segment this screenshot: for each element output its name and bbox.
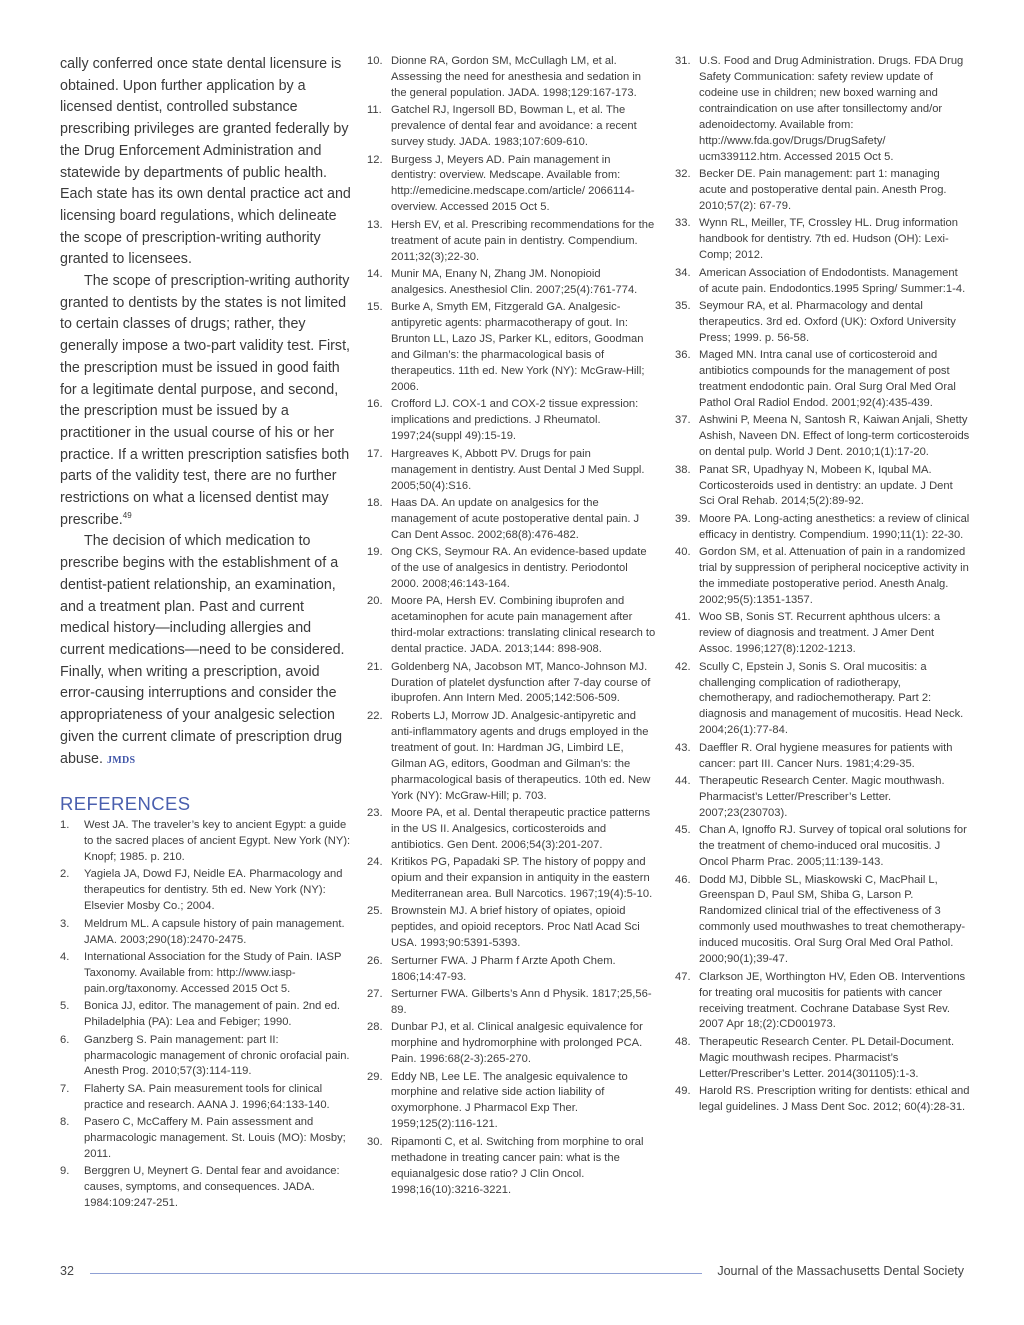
reference-item	[675, 610, 970, 658]
reference-item	[60, 1082, 352, 1114]
reference-item	[675, 545, 970, 609]
reference-number: 11.	[367, 104, 382, 117]
reference-text: Clarkson JE, Worthington HV, Eden OB. Interventions for treating oral mucositis for patients with cancer receiving treatment. Cochrane Database Syst Rev. 2007 Apr 18;(2):CD001973.	[699, 970, 966, 1031]
reference-text: Flaherty SA. Pain measurement tools for clinical practice and research. AANA J. 1996;64:133-140.	[84, 1082, 330, 1111]
reference-number: 28.	[367, 1021, 383, 1034]
right-column	[675, 54, 970, 1117]
reference-number: 6.	[60, 1033, 70, 1046]
reference-text: Brownstein MJ. A brief history of opiates, opioid peptides, and opioid receptors. Proc Natl Acad Sci USA. 1993;90:5391-5393.	[391, 905, 640, 950]
reference-number: 5.	[60, 1000, 70, 1013]
page-footer	[60, 1264, 964, 1282]
page-number: 32	[60, 1264, 74, 1278]
reference-text: Harold RS. Prescription writing for dentists: ethical and legal guidelines. J Mass Dent Soc. 2012; 60(4):28-31.	[699, 1085, 970, 1114]
reference-number: 34.	[675, 266, 691, 279]
reference-text: Hargreaves K, Abbott PV. Drugs for pain management in dentistry. Aust Dental J Med Suppl. 2005;50(4):S16.	[391, 447, 645, 492]
citation-49[interactable]: 49	[122, 511, 132, 520]
reference-text: Burke A, Smyth EM, Fitzgerald GA. Analgesic-antipyretic agents: pharmacotherapy of gout. In: Brunton LL, Lazo JS, Parker KL, editors, Goodman and Gilman’s: the pharmacological basis of therapeutics. 11th ed. New York (NY): McGraw-Hill; 2006.	[391, 301, 645, 394]
reference-text: Therapeutic Research Center. PL Detail-Document. Magic mouthwash recipes. Pharmacist’s Letter/Prescriber’s Letter. 2014(301105):1-3.	[699, 1035, 955, 1080]
reference-number: 2.	[60, 868, 70, 881]
reference-number: 23.	[367, 806, 383, 819]
reference-text: Ripamonti C, et al. Switching from morphine to oral methadone in treating cancer pain: what is the equianalgesic dose ratio? J Clin Oncol. 1998;16(10):3216-3221.	[391, 1135, 644, 1196]
reference-number: 19.	[367, 546, 383, 559]
reference-item	[675, 1084, 970, 1116]
reference-item	[60, 917, 352, 949]
reference-item	[367, 1135, 657, 1199]
reference-text: Dodd MJ, Dibble SL, Miaskowski C, MacPhail L, Greenspan D, Paul SM, Shiba G, Larson P. Randomized clinical trial of the effectiveness of 3 commonly used mouthwashes to treat chemotherapy-induced mucositis. Oral Surg Oral Med Oral Pathol. 2000;90(1);39-47.	[699, 873, 966, 966]
reference-item	[367, 709, 657, 805]
reference-text: Berggren U, Meynert G. Dental fear and avoidance: causes, symptoms, and consequences. JADA. 1984:109:247-251.	[84, 1165, 340, 1210]
reference-number: 16.	[367, 398, 383, 411]
reference-number: 10.	[367, 55, 383, 67]
body-paragraph-1: cally conferred once state dental licensure is obtained. Upon further application by a licensed dentist, controlled substance prescribing privileges are granted federally by the Drug Enforcement Administration and statewide by departments of public health. Each state has its own dental practice act and licensing board regulations, which delineate the scope of prescription-writing authority granted to licensees.	[60, 56, 351, 268]
middle-column	[367, 54, 657, 1200]
reference-number: 4.	[60, 951, 70, 963]
reference-item	[367, 987, 657, 1019]
reference-item	[367, 397, 657, 445]
reference-item	[675, 216, 970, 264]
reference-number: 35.	[675, 299, 691, 312]
reference-number: 9.	[60, 1165, 70, 1178]
reference-item	[675, 413, 970, 461]
reference-number: 3.	[60, 917, 70, 930]
reference-text: Gatchel RJ, Ingersoll BD, Bowman L, et al. The prevalence of dental fear and avoidance: a recent survey study. JADA. 1983;107:609-610.	[391, 104, 637, 149]
reference-item	[367, 904, 657, 952]
reference-item	[367, 153, 657, 217]
reference-item	[60, 1115, 352, 1163]
reference-number: 15.	[367, 301, 383, 314]
reference-text: Moore PA, Hersh EV. Combining ibuprofen and acetaminophen for acute pain management after third-molar extractions: translating clinical research to dental practice. JADA. 2013;144: 898-908.	[391, 595, 656, 656]
reference-item	[675, 970, 970, 1034]
reference-number: 48.	[675, 1035, 691, 1048]
reference-text: Serturner FWA. Gilberts’s Ann d Physik. 1817;25,56-89.	[391, 987, 652, 1016]
reference-item	[367, 855, 657, 903]
reference-number: 30.	[367, 1135, 383, 1148]
reference-number: 44.	[675, 775, 691, 788]
reference-item	[675, 741, 970, 773]
reference-item	[60, 1164, 352, 1212]
reference-text: International Association for the Study of Pain. IASP Taxonomy. Available from: http://www.iasp-pain.org/taxonomy. Accessed 2015 Oct 5.	[84, 951, 342, 995]
references-heading: REFERENCES	[60, 793, 191, 815]
reference-number: 29.	[367, 1070, 383, 1083]
reference-number: 7.	[60, 1082, 70, 1095]
reference-text: Roberts LJ, Morrow JD. Analgesic-antipyretic and anti-inflammatory agents and drugs employed in the treatment of gout. In: Hardman JG, Limbird LE, Gilman AG, editors, Goodman and Gilman’s: the pharmacological basis of therapeutics. 10th ed. New York (NY): McGraw-Hill; p. 703.	[391, 709, 651, 802]
reference-item	[367, 300, 657, 396]
reference-number: 20.	[367, 595, 383, 608]
reference-number: 1.	[60, 819, 70, 832]
reference-item	[367, 218, 657, 266]
reference-text: Pasero C, McCaffery M. Pain assessment and pharmacologic management. St. Louis (MO): Mosby; 2011.	[84, 1116, 346, 1160]
reference-text: Moore PA. Long-acting anesthetics: a review of clinical efficacy in dentistry. Compendium. 1990;11(1): 22-30.	[699, 512, 970, 541]
reference-item	[60, 818, 352, 866]
jmds-end-mark: JMDS	[106, 754, 136, 766]
reference-text: Daeffler R. Oral hygiene measures for patients with cancer: part III. Cancer Nurs. 1981;4:29-35.	[699, 741, 953, 770]
footer-rule	[90, 1273, 702, 1274]
reference-number: 36.	[675, 349, 691, 362]
reference-item	[367, 806, 657, 854]
reference-number: 26.	[367, 954, 383, 967]
reference-number: 12.	[367, 153, 383, 166]
reference-text: Eddy NB, Lee LE. The analgesic equivalence to morphine and relative side action liability of oxymorphone. J Pharmacol Exp Ther. 1959;125(2):116-121.	[391, 1070, 628, 1131]
reference-item	[675, 266, 970, 298]
reference-number: 32.	[675, 168, 691, 181]
body-paragraph-2	[60, 271, 352, 531]
reference-number: 14.	[367, 267, 383, 280]
reference-item	[367, 1070, 657, 1134]
reference-text: Serturner FWA. J Pharm f Arzte Apoth Chem. 1806;14:47-93.	[391, 954, 616, 983]
reference-text: Ong CKS, Seymour RA. An evidence-based update of the use of analgesics in dentistry. Periodontol 2000. 2008;46:143-164.	[391, 546, 647, 591]
reference-item	[675, 512, 970, 544]
reference-item	[675, 348, 970, 412]
reference-text: Seymour RA, et al. Pharmacology and dental therapeutics. 3rd ed. Oxford (UK): Oxford University Press; 1999. p. 56-58.	[699, 299, 956, 344]
body-paragraph-3-text: The decision of which medication to prescribe begins with the establishment of a dentist-patient relationship, an examination, and a treatment plan. Past and current medical history—including allergies and current medications—need to be considered. Finally, when writing a prescription, avoid error-causing interruptions and consider the appropriateness of your analgesic selection given the current climate of prescription drug abuse.	[60, 533, 345, 767]
reference-text: Goldenberg NA, Jacobson MT, Manco-Johnson MJ. Duration of platelet dysfunction after 7-day course of ibuprofen. Ann Intern Med. 2005;142:506-509.	[391, 660, 651, 705]
reference-text: American Association of Endodontists. Management of acute pain. Endodontics.1995 Spring/ Summer:1-4.	[699, 266, 966, 295]
references-list-col2	[367, 54, 657, 1199]
reference-item	[367, 545, 657, 593]
reference-number: 17.	[367, 447, 383, 460]
reference-text: Bonica JJ, editor. The management of pain. 2nd ed. Philadelphia (PA): Lea and Febiger; 1990.	[84, 1000, 341, 1029]
reference-number: 18.	[367, 496, 383, 509]
reference-text: Burgess J, Meyers AD. Pain management in dentistry: overview. Medscape. Available from: http://emedicine.medscape.com/article/ 2066114-overview. Accessed 2015 Oct 5.	[391, 153, 635, 214]
reference-item	[60, 867, 352, 915]
reference-number: 24.	[367, 856, 383, 869]
reference-number: 8.	[60, 1116, 70, 1129]
reference-text: Gordon SM, et al. Attenuation of pain in a randomized trial by suppression of peripheral nociceptive activity in the immediate postoperative period. Anesth Analg. 2002;95(5):1351-1357.	[699, 546, 969, 606]
reference-text: Panat SR, Upadhyay N, Mobeen K, Iqubal MA. Corticosteroids used in dentistry: an update. J Dent Sci Oral Rehab. 2014;5(2):89-92.	[699, 463, 953, 508]
reference-text: Maged MN. Intra canal use of corticosteroid and antibiotics compounds for the management of post treatment endodontic pain. Oral Surg Oral Med Oral Pathol Oral Radiol Endod. 2001;92(4):435-439.	[699, 349, 956, 409]
reference-item	[367, 954, 657, 986]
reference-text: U.S. Food and Drug Administration. Drugs. FDA Drug Safety Communication: safety review update of codeine use in children; new boxed warning and contraindication on use after tonsillectomy and/or adenoidectomy. Available from: http://www.fda.gov/Drugs/DrugSafety/ ucm339112.htm. Accessed 2015 Oct 5.	[699, 55, 964, 163]
reference-number: 33.	[675, 217, 691, 230]
reference-text: Therapeutic Research Center. Magic mouthwash. Pharmacist’s Letter/Prescriber’s Letter. 2007;23(230703).	[699, 775, 945, 819]
reference-number: 31.	[675, 55, 691, 67]
reference-item	[367, 594, 657, 658]
reference-text: Hersh EV, et al. Prescribing recommendations for the treatment of acute pain in dentistry. Compendium. 2011;32(3);22-30.	[391, 218, 655, 263]
reference-text: Dunbar PJ, et al. Clinical analgesic equivalence for morphine and hydromorphine with prolonged PCA. Pain. 1996:68(2-3):265-270.	[391, 1021, 643, 1066]
reference-item	[367, 660, 657, 708]
left-column	[60, 54, 352, 1214]
reference-item	[675, 660, 970, 740]
reference-item	[367, 496, 657, 544]
reference-text: Moore PA, et al. Dental therapeutic practice patterns in the US II. Analgesics, corticosteroids and antibiotics. Gen Dent. 2006;54(3):201-207.	[391, 806, 651, 851]
reference-text: Ashwini P, Meena N, Santosh R, Kaiwan Anjali, Shetty Ashish, Naveen DN. Effect of long-term corticosteroids on dental pulp. World J Dent. 2010;1(1):17-20.	[699, 414, 970, 459]
reference-text: Munir MA, Enany N, Zhang JM. Nonopioid analgesics. Anesthesiol Clin. 2007;25(4):761-774.	[391, 267, 638, 296]
reference-number: 49.	[675, 1085, 691, 1098]
reference-text: Woo SB, Sonis ST. Recurrent aphthous ulcers: a review of diagnosis and treatment. J Amer Dent Assoc. 1996;127(8):1202-1213.	[699, 611, 941, 656]
reference-text: Becker DE. Pain management: part 1: managing acute and postoperative dental pain. Anesth Prog. 2010;57(2): 67-79.	[699, 168, 947, 212]
reference-item	[60, 950, 352, 998]
body-paragraph-2-text: The scope of prescription-writing authority granted to dentists by the states is not limited to certain classes of drugs; rather, they generally impose a two-part validity test. First, the prescription must be issued in good faith for a legitimate dental purpose, and second, the prescription must be issued by a practitioner in the usual course of his or her practice. If a written prescription satisfies both parts of the validity test, there are no further restrictions on what a licensed dentist may prescribe.	[60, 273, 351, 528]
reference-number: 27.	[367, 987, 383, 1000]
reference-text: Crofford LJ. COX-1 and COX-2 tissue expression: implications and predictions. J Rheumatol. 1997;24(suppl 49):15-19.	[391, 398, 639, 443]
reference-number: 43.	[675, 741, 691, 754]
reference-item	[675, 299, 970, 347]
references-list-col1	[60, 818, 352, 1212]
reference-number: 21.	[367, 660, 383, 673]
reference-text: Ganzberg S. Pain management: part II: pharmacologic management of chronic orofacial pain. Anesth Prog. 2010;57(3):114-119.	[84, 1033, 350, 1078]
reference-item	[675, 873, 970, 969]
reference-item	[675, 54, 970, 166]
reference-number: 22.	[367, 709, 383, 722]
body-paragraph-3	[60, 531, 352, 771]
reference-text: Haas DA. An update on analgesics for the management of acute postoperative dental pain. J Can Dent Assoc. 2002;68(8):476-482.	[391, 496, 640, 541]
reference-text: Scully C, Epstein J, Sonis S. Oral mucositis: a challenging complication of radiotherapy, chemotherapy, and radiochemotherapy. Part 2: diagnosis and management of mucositis. Head Neck. 2004;26(1):77-84.	[699, 660, 964, 737]
references-list-col3	[675, 54, 970, 1116]
reference-text: Chan A, Ignoffo RJ. Survey of topical oral solutions for the treatment of chemo-induced oral mucositis. J Oncol Pharm Prac. 2005;11:139-143.	[699, 824, 967, 869]
reference-item	[367, 447, 657, 495]
reference-item	[675, 1035, 970, 1083]
reference-text: Meldrum ML. A capsule history of pain management. JAMA. 2003;290(18):2470-2475.	[84, 917, 345, 946]
reference-number: 47.	[675, 970, 691, 983]
reference-item	[367, 54, 657, 102]
reference-number: 37.	[675, 414, 691, 427]
reference-number: 38.	[675, 463, 691, 476]
reference-item	[60, 999, 352, 1031]
reference-item	[367, 267, 657, 299]
reference-text: Wynn RL, Meiller, TF, Crossley HL. Drug information handbook for dentistry. 7th ed. Hudson (OH): Lexi-Comp; 2012.	[699, 217, 958, 262]
reference-number: 46.	[675, 873, 691, 886]
reference-number: 39.	[675, 512, 691, 525]
reference-number: 25.	[367, 905, 383, 918]
reference-text: Dionne RA, Gordon SM, McCullagh LM, et al. Assessing the need for anesthesia and sedation in the general population. JADA. 1998;129:167-173.	[391, 55, 642, 99]
journal-name: Journal of the Massachusetts Dental Society	[717, 1264, 964, 1278]
reference-number: 40.	[675, 546, 691, 559]
reference-text: West JA. The traveler’s key to ancient Egypt: a guide to the sacred places of ancient Egypt. New York (NY): Knopf; 1985. p. 210.	[84, 819, 351, 864]
reference-item	[60, 1033, 352, 1081]
reference-item	[675, 774, 970, 822]
reference-item	[675, 167, 970, 215]
reference-item	[675, 463, 970, 511]
reference-item	[367, 103, 657, 151]
reference-number: 13.	[367, 218, 383, 231]
reference-text: Kritikos PG, Papadaki SP. The history of poppy and opium and their expansion in antiquity in the eastern Mediterranean area. Bull Narcotics. 1967;19(4):5-10.	[391, 856, 653, 901]
reference-text: Yagiela JA, Dowd FJ, Neidle EA. Pharmacology and therapeutics for dentistry. 5th ed. New York (NY): Elsevier Mosby Co.; 2004.	[84, 868, 343, 913]
reference-number: 45.	[675, 824, 691, 837]
reference-item	[675, 823, 970, 871]
reference-number: 41.	[675, 611, 691, 624]
reference-number: 42.	[675, 660, 691, 673]
reference-item	[367, 1020, 657, 1068]
